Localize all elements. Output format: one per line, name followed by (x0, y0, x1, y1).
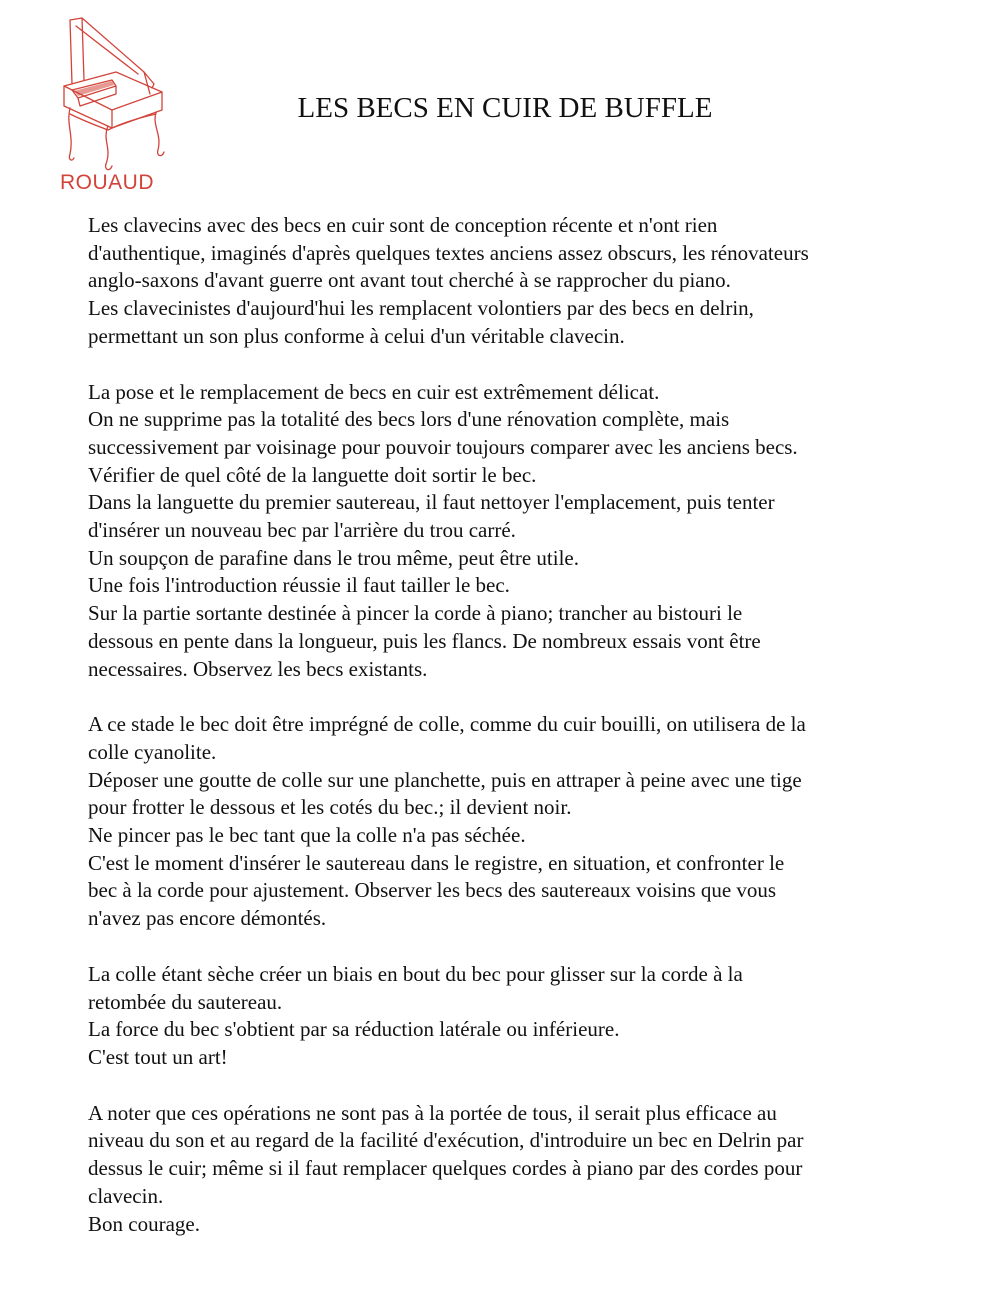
text-line: niveau du son et au regard de la facilité d'exécution, d'introduire un bec en Delrin par (88, 1128, 804, 1153)
paragraph-3 (88, 711, 958, 933)
text-line: A noter que ces opérations ne sont pas à la portée de tous, il serait plus efficace au (88, 1100, 777, 1125)
text-line: d'authentique, imaginés d'après quelques textes anciens assez obscurs, les rénovateurs (88, 240, 809, 265)
text-line: dessus le cuir; même si il faut remplacer quelques cordes à piano par des cordes pour (88, 1156, 803, 1181)
text-line: C'est tout un art! (88, 1044, 228, 1069)
text-line: successivement par voisinage pour pouvoir toujours comparer avec les anciens becs. (88, 434, 798, 459)
text-line: bec à la corde pour ajustement. Observer les becs des sautereaux voisins que vous (88, 878, 777, 903)
text-line: Un soupçon de parafine dans le trou même, peut être utile. (88, 545, 579, 570)
text-line: Sur la partie sortante destinée à pincer la corde à piano; trancher au bistouri le (88, 601, 743, 626)
text-line: necessaires. Observez les becs existants. (88, 656, 428, 681)
text-line: Les clavecins avec des becs en cuir sont de conception récente et n'ont rien (88, 213, 718, 237)
text-line: retombée du sautereau. (88, 989, 283, 1014)
text-line: La force du bec s'obtient par sa réduction latérale ou inférieure. (88, 1017, 620, 1042)
text-line: dessous en pente dans la longueur, puis les flancs. De nombreux essais vont être (88, 628, 761, 653)
text-line: Dans la languette du premier sautereau, il faut nettoyer l'emplacement, puis tenter (88, 490, 775, 515)
text-line: La colle étant sèche créer un biais en bout du bec pour glisser sur la corde à la (88, 961, 743, 986)
article-body (88, 212, 958, 1266)
text-line: Bon courage. (88, 1211, 200, 1236)
text-line: pour frotter le dessous et les cotés du bec.; il devient noir. (88, 795, 572, 820)
page-title: LES BECS EN CUIR DE BUFFLE (297, 92, 713, 124)
text-line: Déposer une goutte de colle sur une planchette, puis en attraper à peine avec une tige (88, 767, 802, 792)
text-line: anglo-saxons d'avant guerre ont avant tout cherché à se rapprocher du piano. (88, 268, 731, 293)
text-line: Ne pincer pas le bec tant que la colle n'a pas séchée. (88, 823, 526, 848)
paragraph-5 (88, 1100, 958, 1239)
text-line: d'insérer un nouveau bec par l'arrière du trou carré. (88, 518, 516, 543)
paragraph-4 (88, 961, 958, 1072)
text-line: permettant un son plus conforme à celui d'un véritable clavecin. (88, 323, 625, 348)
logo-text: ROUAUD (60, 171, 155, 194)
text-line: Les clavecinistes d'aujourd'hui les remplacent volontiers par des becs en delrin, (88, 296, 754, 321)
text-line: Vérifier de quel côté de la languette doit sortir le bec. (88, 462, 537, 487)
text-line: clavecin. (88, 1183, 164, 1208)
text-line: On ne supprime pas la totalité des becs lors d'une rénovation complète, mais (88, 407, 730, 432)
text-line: Une fois l'introduction réussie il faut tailler le bec. (88, 573, 510, 598)
text-line: C'est le moment d'insérer le sautereau dans le registre, en situation, et confronter le (88, 850, 785, 875)
text-line: n'avez pas encore démontés. (88, 906, 327, 931)
text-line: La pose et le remplacement de becs en cuir est extrêmement délicat. (88, 379, 660, 404)
text-line: colle cyanolite. (88, 739, 217, 764)
text-line: A ce stade le bec doit être imprégné de colle, comme du cuir bouilli, on utilisera de la (88, 712, 806, 737)
paragraph-2 (88, 379, 958, 684)
paragraph-1 (88, 212, 958, 351)
